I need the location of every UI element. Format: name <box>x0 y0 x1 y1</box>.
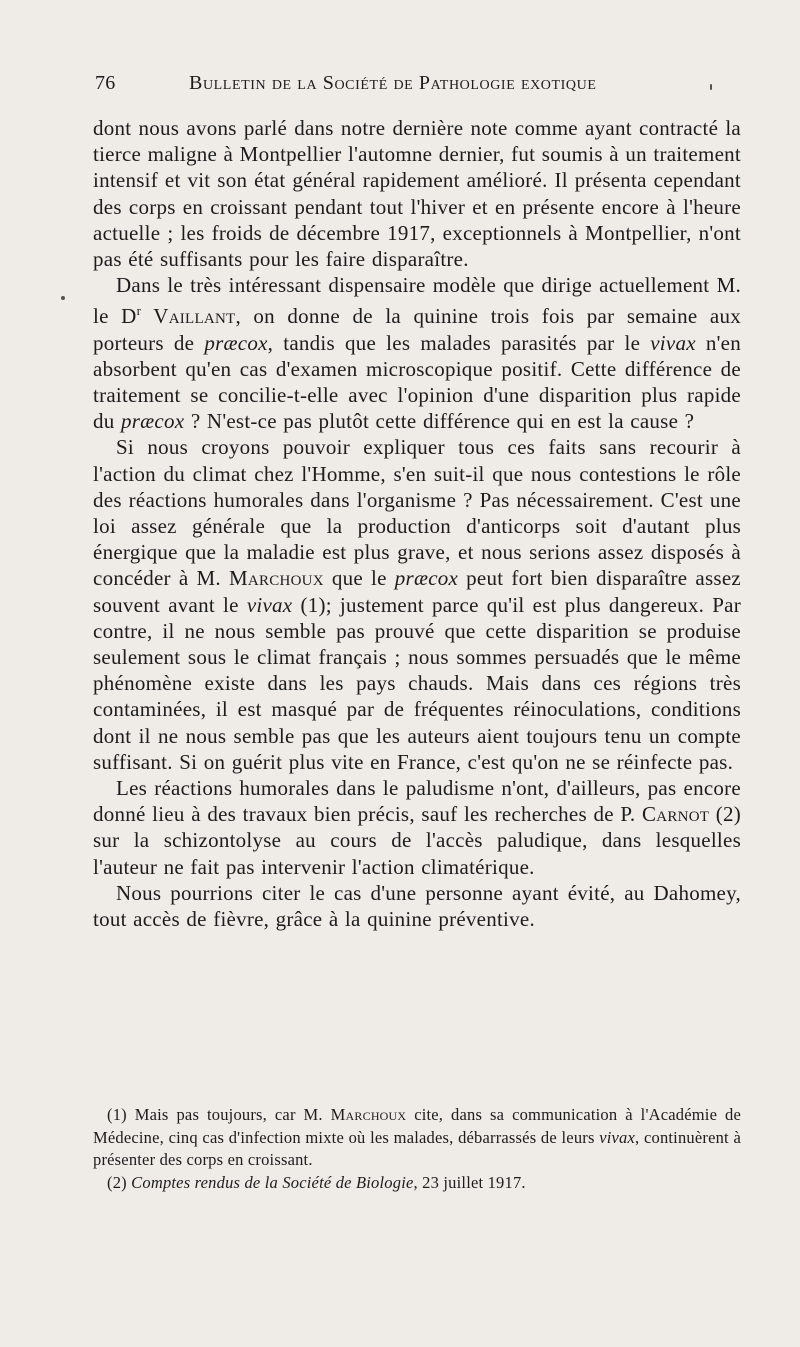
term-praecox: præcox <box>394 566 459 591</box>
doctor-abbrev-sup: r <box>136 303 142 319</box>
paragraph-1 <box>93 115 741 272</box>
footnote-1-text-c: , continuèrent à présenter des corps en croissant. <box>93 1127 741 1169</box>
paragraph-4-text-b: (2) sur la schizontolyse au cours de l'accès paludique, dans lesquelles l'auteur ne fait pas intervenir l'action climatérique. <box>93 802 741 879</box>
footnote-2-text-b: , 23 juillet 1917. <box>413 1172 526 1192</box>
term-praecox: præcox <box>121 409 185 434</box>
paragraph-2-text-b: , on donne de la quinine trois fois par semaine aux porteurs de <box>93 304 741 355</box>
paragraph-2 <box>93 272 741 434</box>
footnote-1-text-b: cite, dans sa communication à l'Académie de Médecine, cinq cas d'infection mixte où les malades, débarrassés de leurs <box>93 1105 741 1147</box>
page-number: 76 <box>95 72 116 94</box>
paragraph-5-text: Nous pourrions citer le cas d'une personne ayant évité, au Dahomey, tout accès de fièvre, grâce à la quinine préventive. <box>93 880 741 932</box>
paragraph-1-text: dont nous avons parlé dans notre dernière note comme ayant contracté la tierce maligne à Montpellier l'automne dernier, fut soumis à un traitement intensif et vit son état général rapidement amélioré. Il présenta cependant des corps en croissant pendant tout l'hiver et en présente encore à l'heure actuelle ; les froids de décembre 1917, exceptionnels à Montpellier, n'ont pas été suffisants pour les faire disparaître. <box>93 116 741 272</box>
footnote-1-text-a: (1) Mais pas toujours, car M. <box>107 1105 331 1124</box>
paragraph-3 <box>93 434 741 775</box>
main-text <box>93 115 741 932</box>
paragraph-4 <box>93 775 741 880</box>
margin-mark-dot <box>61 296 65 300</box>
paragraph-2-text-c: , tandis que les malades parasités par le <box>267 330 651 355</box>
author-name-marchoux: Marchoux <box>228 566 324 591</box>
footnote-1 <box>93 1104 741 1172</box>
paragraph-3-text-a: Si nous croyons pouvoir expliquer tous ces faits sans recourir à l'action du climat chez l'Homme, s'en suit-il que nous contestions le rôle des réactions humorales dans l'organisme ? Pas nécessairement. C'est une loi assez générale que la production d'anticorps soit d'autant plus énergique que la maladie est plus grave, et nous serions assez disposés à concéder à M. <box>93 435 741 591</box>
journal-title: Bulletin de la Société de Pathologie exotique <box>189 72 597 94</box>
author-name-vaillant: Vaillant <box>141 304 236 329</box>
paragraph-3-text-c: peut fort bien disparaître assez souvent avant le <box>93 566 741 617</box>
paragraph-5 <box>93 880 741 932</box>
paragraph-2-text-e: ? N'est-ce pas plutôt cette différence qui en est la cause ? <box>184 409 695 434</box>
term-vivax: vivax <box>246 592 293 617</box>
author-name-carnot: Carnot <box>642 802 710 827</box>
margin-mark-dot <box>710 84 712 90</box>
footnote-2-text-a: (2) <box>107 1172 132 1192</box>
term-vivax: vivax <box>599 1127 636 1147</box>
footnotes <box>93 1104 741 1194</box>
term-praecox: præcox <box>204 330 268 355</box>
footnote-2 <box>93 1172 741 1195</box>
author-name-marchoux: Marchoux <box>330 1105 407 1124</box>
term-vivax: vivax <box>650 330 696 355</box>
paragraph-2-text-d: n'en absorbent qu'en cas d'examen microscopique positif. Cette différence de traitement se concilie-t-elle avec l'opinion d'une disparition plus rapide du <box>93 330 741 434</box>
paragraph-4-text-a: Les réactions humorales dans le paludisme n'ont, d'ailleurs, pas encore donné lieu à des travaux bien précis, sauf les recherches de P. <box>93 776 741 827</box>
paragraph-2-text-a: Dans le très intéressant dispensaire modèle que dirige actuellement M. le D <box>93 273 741 329</box>
footnote-2-source: Comptes rendus de la Société de Biologie <box>131 1172 414 1192</box>
running-header <box>95 72 715 102</box>
paragraph-3-text-b: que le <box>323 566 395 591</box>
paragraph-3-text-d: (1); justement parce qu'il est plus dangereux. Par contre, il ne nous semble pas prouvé que cette disparition se produise seulement sous le climat français ; nous sommes persuadés que le même phénomène existe dans les pays chauds. Mais dans ces régions très contaminées, il est masqué par de fréquentes réinoculations, conditions dont il ne nous semble pas que les auteurs aient toujours tenu un compte suffisant. Si on guérit plus vite en France, c'est qu'on ne se réinfecte pas. <box>93 592 741 774</box>
